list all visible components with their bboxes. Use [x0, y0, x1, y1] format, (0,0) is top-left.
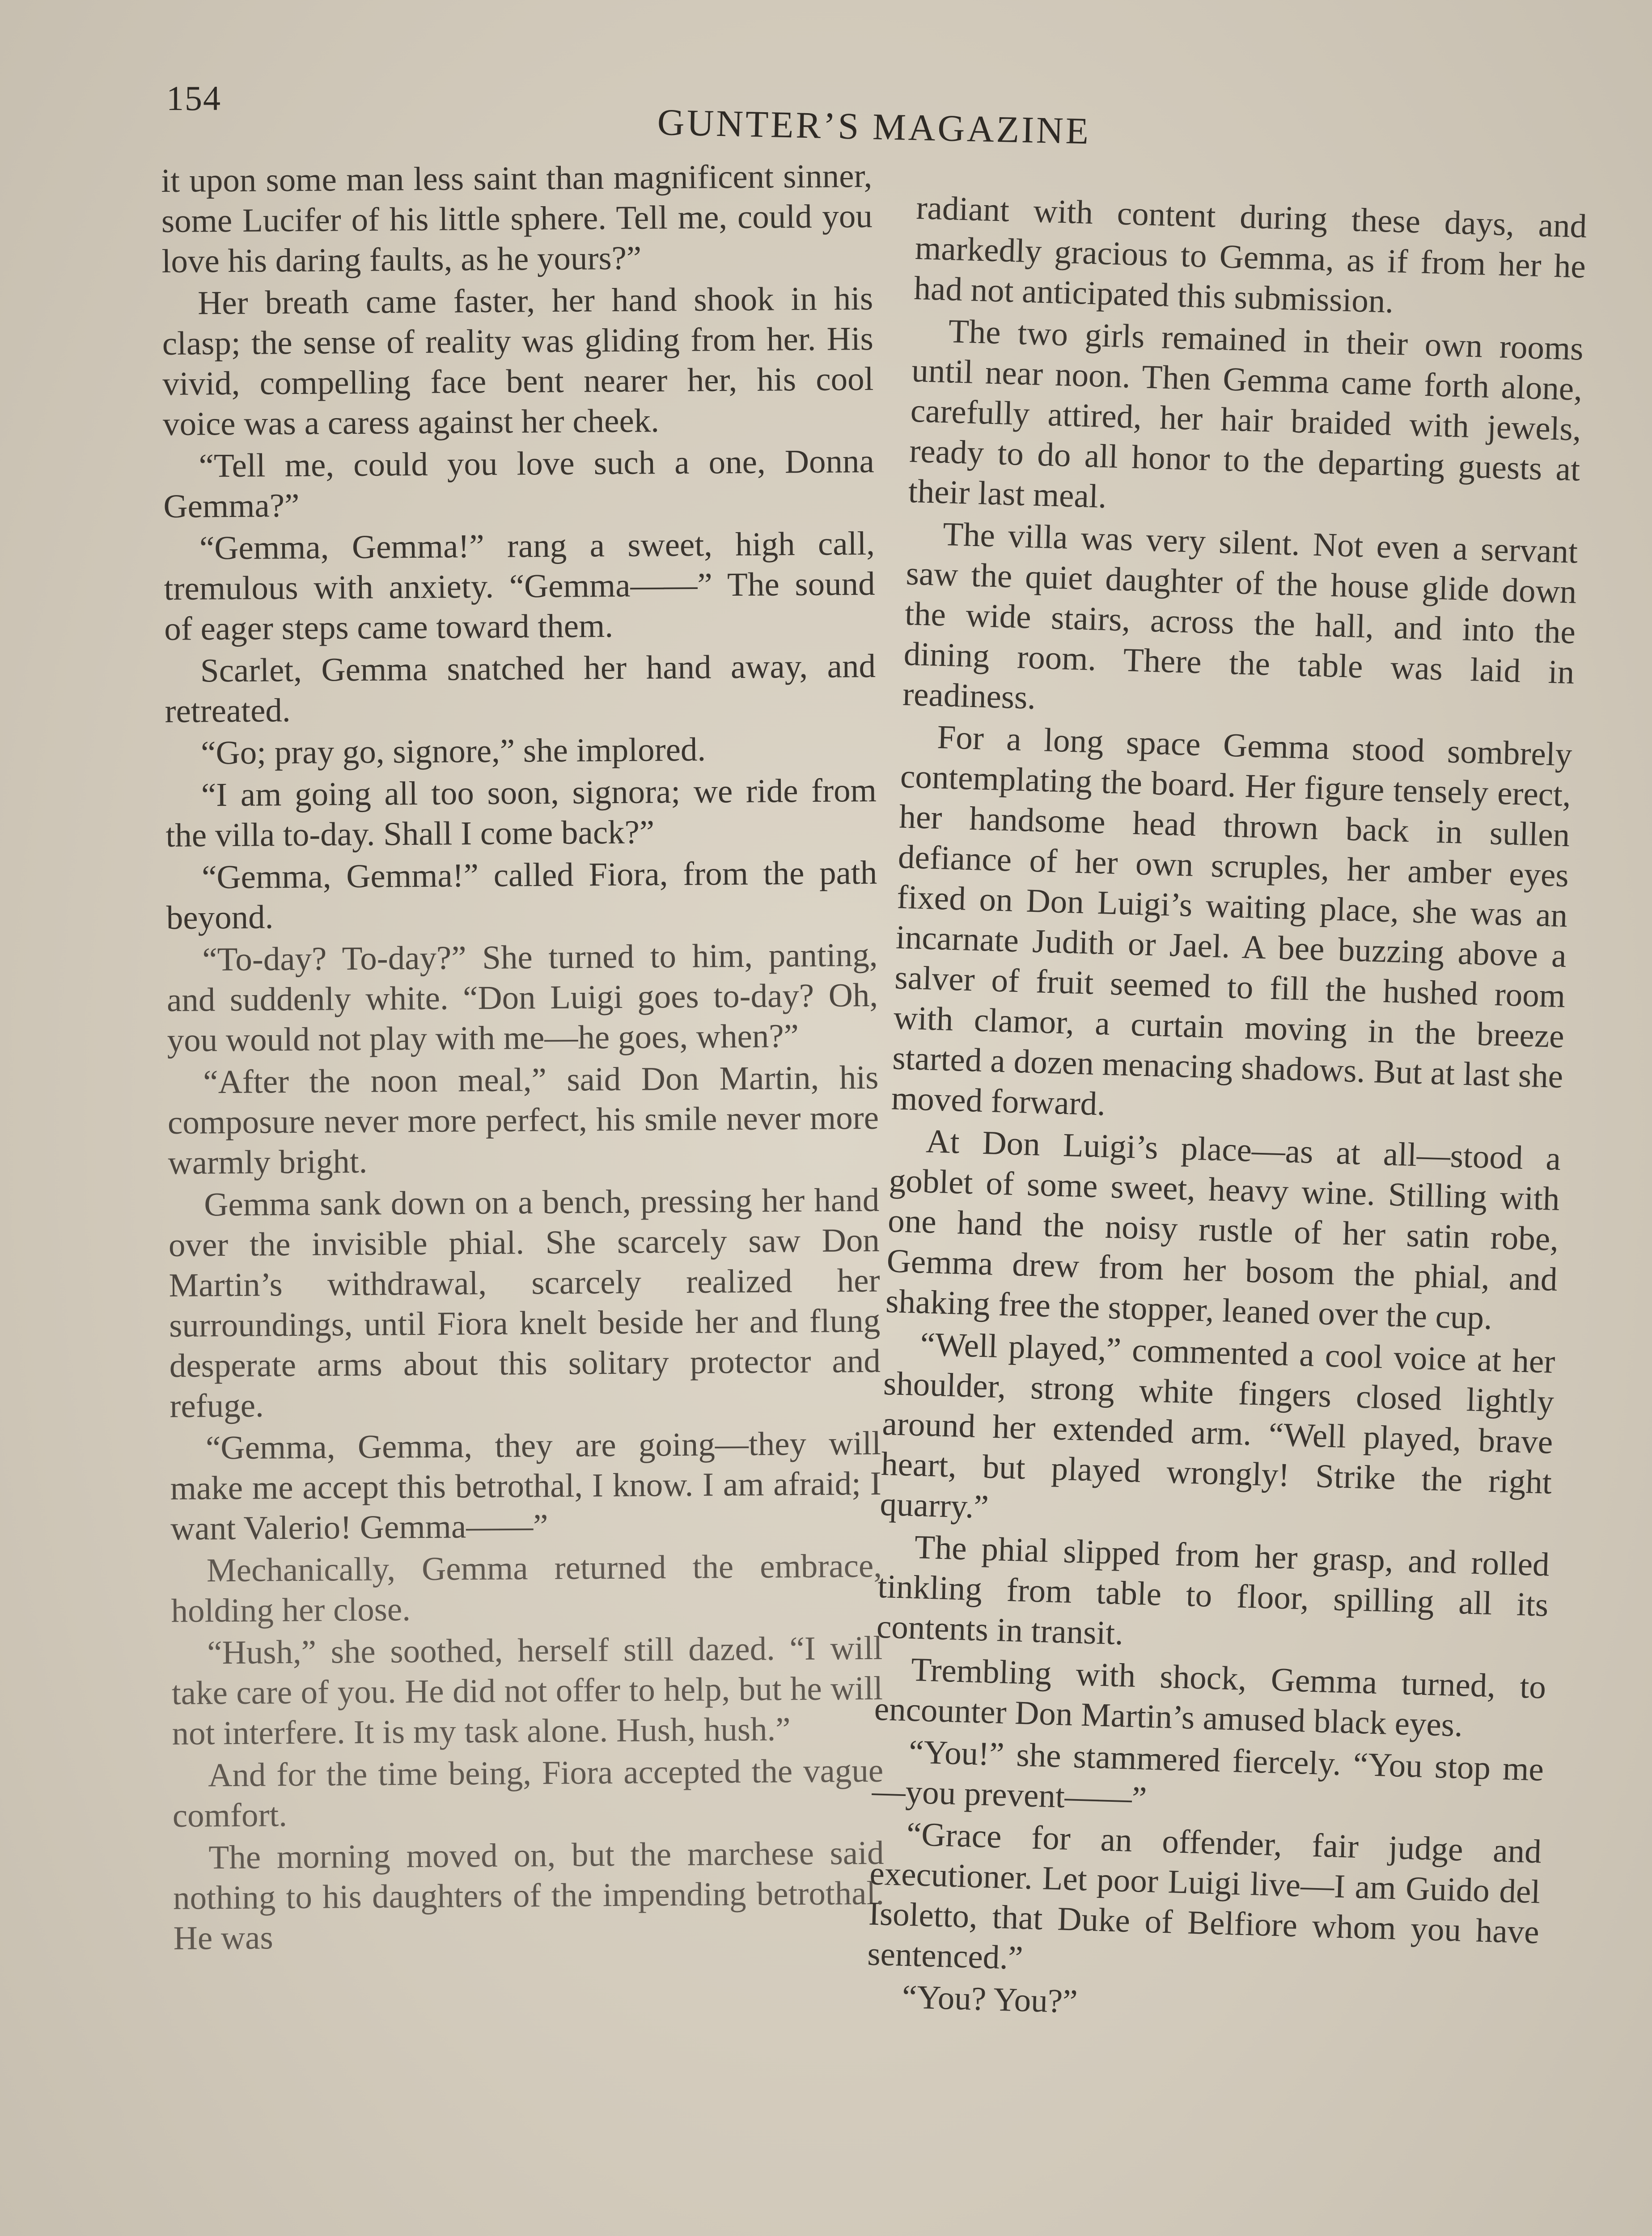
paragraph: The two girls remained in their own rooms until near noon. Then Gemma came forth alone, carefully attired, her hair braided with jewels, ready to do all honor to the departing guests at their last meal.: [907, 313, 1584, 516]
paragraph: “To-day? To-day?” She turned to him, panting, and suddenly white. “Don Luigi goes to-day? Oh, you would not play with me—he goes, when?”: [166, 936, 878, 1059]
paragraph: “You!” she stammered fiercely. “You stop me—you prevent——”: [871, 1733, 1544, 1817]
right-column: [866, 188, 1588, 2037]
paragraph: “Gemma, Gemma!” rang a sweet, high call, tremulous with anxiety. “Gemma——” The sound of eager steps came toward them.: [164, 525, 875, 648]
paragraph: Mechanically, Gemma returned the embrace, holding her close.: [171, 1547, 882, 1630]
paragraph: “After the noon meal,” said Don Martin, his composure never more perfect, his smile never more warmly bright.: [167, 1059, 879, 1182]
paragraph: At Don Luigi’s place—as at all—stood a goblet of some sweet, heavy wine. Stilling with one hand the noisy rustle of her satin robe, Gemma drew from her bosom the phial, and shaking free the stopper, leaned over the cup.: [885, 1122, 1562, 1337]
paragraph: Scarlet, Gemma snatched her hand away, and retreated.: [165, 647, 876, 730]
paragraph: “Grace for an offender, fair judge and executioner. Let poor Luigi live—I am Guido del Isoletto, that Duke of Belfiore whom you have sentenced.”: [867, 1815, 1542, 1977]
paragraph: “Tell me, could you love such a one, Donna Gemma?”: [163, 442, 875, 525]
paragraph: Trembling with shock, Gemma turned, to encounter Don Martin’s amused black eyes.: [873, 1651, 1547, 1744]
paragraph: “Gemma, Gemma!” called Fiora, from the path beyond.: [166, 854, 877, 936]
running-head: GUNTER’S MAGAZINE: [657, 102, 1092, 152]
paragraph: Gemma sank down on a bench, pressing her hand over the invisible phial. She scarcely saw Don Martin’s withdrawal, scarcely realized her surroundings, until Fiora knelt beside her and flung desperate arms about this solitary protector and refuge.: [168, 1181, 881, 1425]
paragraph: “I am going all too soon, signora; we ride from the villa to-day. Shall I come back?”: [165, 771, 877, 854]
paragraph: “You? You?”: [901, 1978, 1078, 2020]
paragraph: The morning moved on, but the marchese said nothing to his daughters of the impending betrothal. He was: [173, 1834, 885, 1957]
paragraph: it upon some man less saint than magnificent sinner, some Lucifer of his little sphere. Tell me, could you love his daring faults, as he yours?”: [161, 157, 873, 280]
paragraph: For a long space Gemma stood sombrely contemplating the board. Her figure tensely erect, her handsome head thrown back in sullen defiance of her own scruples, her amber eyes fixed on Don Luigi’s waiting place, she was an incarnate Judith or Jael. A bee buzzing above a salver of fruit seemed to fill the hushed room with clamor, a curtain moving in the breeze started a dozen menacing shadows. But at last she moved forward.: [890, 718, 1573, 1123]
paragraph: Her breath came faster, her hand shook in his clasp; the sense of reality was gliding from her. His vivid, compelling face bent nearer her, his cool voice was a caress against her cheek.: [162, 280, 874, 443]
paragraph: “Go; pray go, signore,” she implored.: [200, 731, 706, 772]
paragraph: And for the time being, Fiora accepted the vague comfort.: [172, 1752, 884, 1834]
paragraph: “Hush,” she soothed, herself still dazed. “I will take care of you. He did not offer to help, but he will not interfere. It is my task alone. Hush, hush.”: [171, 1629, 883, 1752]
paragraph: “Gemma, Gemma, they are going—they will make me accept this betrothal, I know. I am afraid; I want Valerio! Gemma——”: [170, 1424, 881, 1547]
paragraph: The villa was very silent. Not even a servant saw the quiet daughter of the house glide down the wide stairs, across the hall, and into the dining room. There the table was laid in readiness.: [902, 515, 1579, 716]
paragraph: radiant with content during these days, and markedly gracious to Gemma, as if from her he had not anticipated this submission.: [913, 189, 1588, 320]
paragraph: The phial slipped from her grasp, and rolled tinkling from table to floor, spilling all its contents in transit.: [876, 1529, 1550, 1652]
paragraph: “Well played,” commented a cool voice at her shoulder, strong white fingers closed lightly around her extended arm. “Well played, brave heart, but played wrongly! Strike the right quarry.”: [879, 1326, 1556, 1526]
left-column: [161, 156, 885, 1961]
page-number: 154: [166, 79, 221, 118]
